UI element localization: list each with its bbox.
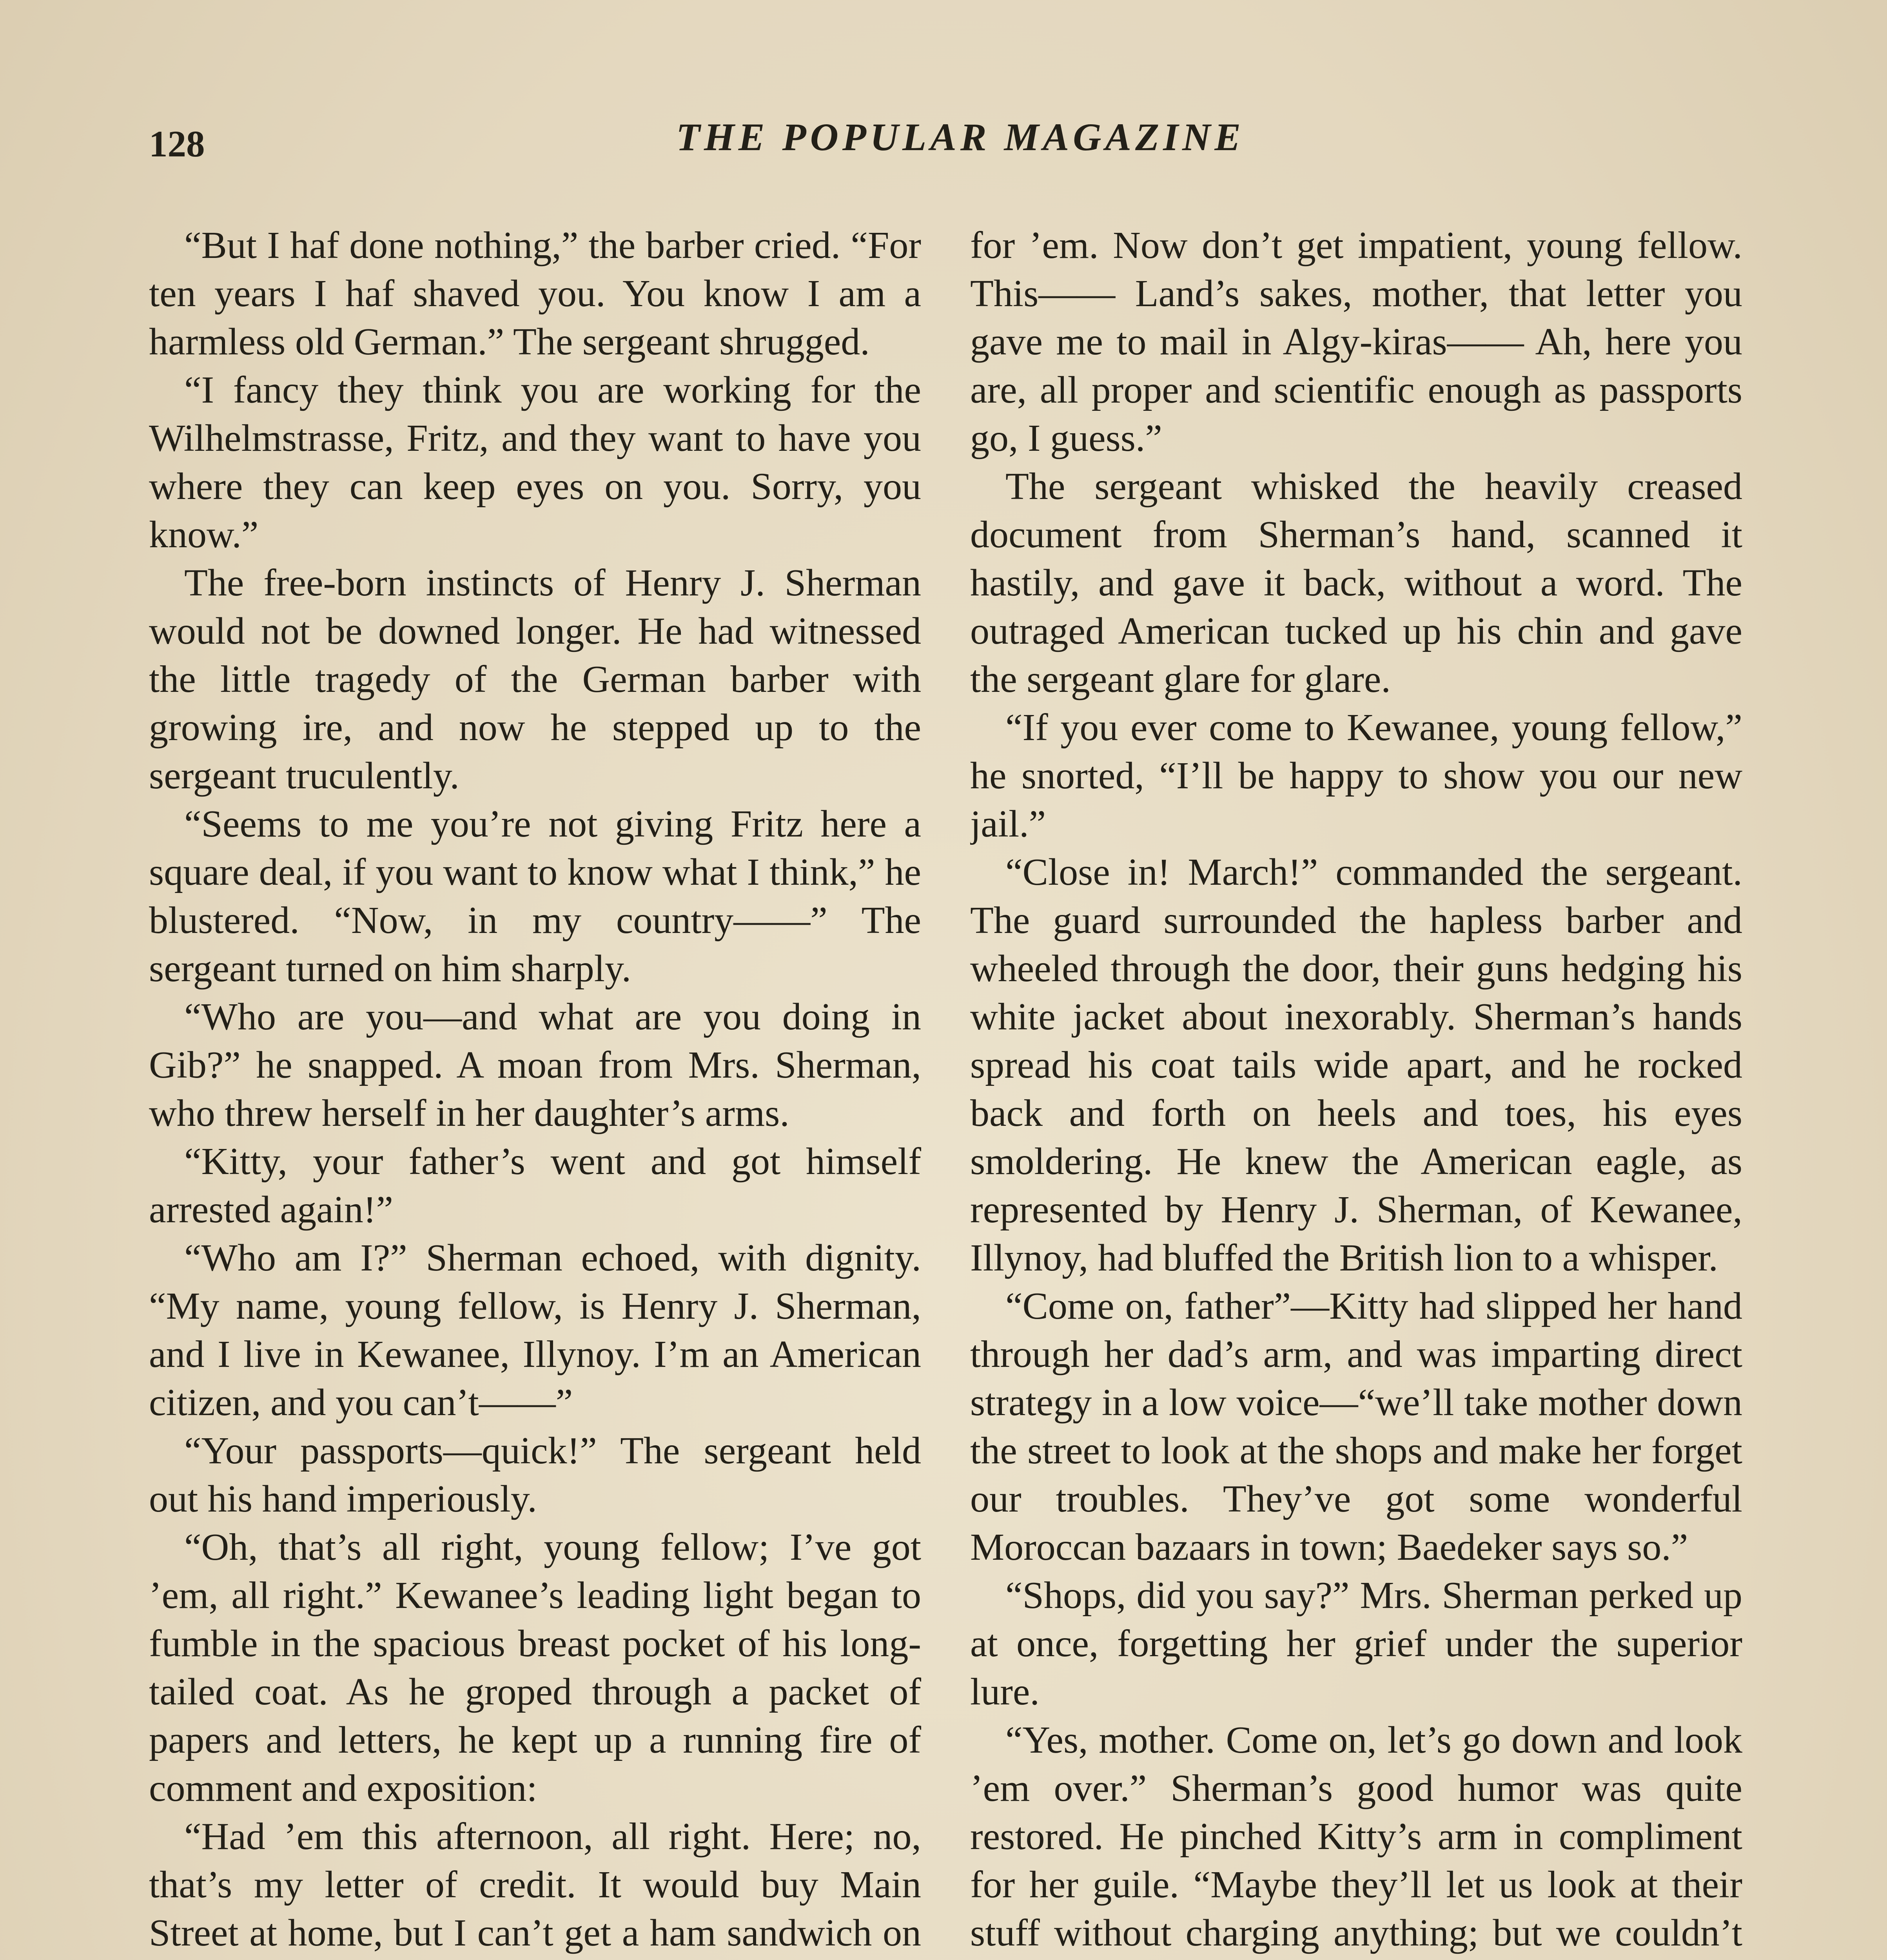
paragraph: “Shops, did you say?” Mrs. Sherman perked up at once, forgetting her grief under the superior lure. <box>970 1574 1742 1713</box>
paragraph: “If you ever come to Kewanee, young fellow,” he snorted, “I’ll be happy to show you our new jail.” <box>970 706 1742 845</box>
paragraph: “Who are you—and what are you doing in Gib?” he snapped. A moan from Mrs. Sherman, who threw herself in her daughter’s arms. <box>149 996 921 1134</box>
running-head: THE POPULAR MAGAZINE <box>676 115 1245 159</box>
paragraph: “Had ’em this afternoon, all right. Here; no, that’s my letter of credit. It would buy Main Street at home, but I can’t get a ham sandwich on <box>149 1815 921 1954</box>
paragraph: “Close in! March!” commanded the sergeant. The guard surrounded the hapless barber and wheeled through the door, their guns hedging his white jacket about inexorably. Sherman’s hands spread his coat tails wide apart, and he rocked back and forth on heels and toes, his eyes smoldering. He knew the American eagle, as represented by Henry J. Sherman, of Kewanee, Illynoy, had bluffed the British lion to a whisper. <box>970 851 1742 1279</box>
paragraph: “Oh, that’s all right, young fellow; I’ve got ’em, all right.” Kewanee’s leading light began to fumble in the spacious breast pocket of his long-tailed coat. As he groped through a packet of papers and letters, he kept up a running fire of comment and exposition: <box>149 1526 921 1809</box>
paragraph: The free-born instincts of Henry J. Sherman would not be downed longer. He had witnessed the little tragedy of the German barber with growing ire, and now he stepped up to the sergeant truculently. <box>149 562 921 797</box>
paragraph: for ’em. Now don’t get impatient, young fellow. This—— Land’s sakes, mother, that letter you gave me to mail in Algy-kiras—— Ah, here you are, all proper and scientific enough as passports go, I guess.” <box>970 224 1742 459</box>
paragraph: “I fancy they think you are working for the Wilhelmstrasse, Fritz, and they want to have you where they can keep eyes on you. Sorry, you know.” <box>149 369 921 556</box>
paragraph: “Who am I?” Sherman echoed, with dignity. “My name, young fellow, is Henry J. Sherman, and I live in Kewanee, Illynoy. I’m an American citizen, and you can’t——” <box>149 1237 921 1424</box>
page-number: 128 <box>149 123 205 165</box>
paragraph: “Seems to me you’re not giving Fritz here a square deal, if you want to know what I think,” he blustered. “Now, in my country——” The sergeant turned on him sharply. <box>149 803 921 990</box>
right-column <box>970 221 1742 1960</box>
paragraph: “Kitty, your father’s went and got himself arrested again!” <box>149 1140 921 1231</box>
paragraph: “But I haf done nothing,” the barber cried. “For ten years I haf shaved you. You know I am a harmless old German.” The sergeant shrugged. <box>149 224 921 363</box>
left-column <box>149 221 921 1960</box>
paragraph: “Yes, mother. Come on, let’s go down and look ’em over.” Sherman’s good humor was quite restored. He pinched Kitty’s arm in compliment for her guile. “Maybe they’ll let us look at their stuff without charging anything; but we couldn’t <box>970 1719 1742 1954</box>
paragraph: The sergeant whisked the heavily creased document from Sherman’s hand, scanned it hastily, and gave it back, without a word. The outraged American tucked up his chin and gave the sergeant glare for glare. <box>970 465 1742 701</box>
page-header <box>0 115 1887 180</box>
paragraph: “Your passports—quick!” The sergeant held out his hand imperiously. <box>149 1430 921 1520</box>
paragraph: “Come on, father”—Kitty had slipped her hand through her dad’s arm, and was imparting direct strategy in a low voice—“we’ll take mother down the street to look at the shops and make her forget our troubles. They’ve got some wonderful Moroccan bazaars in town; Baedeker says so.” <box>970 1285 1742 1568</box>
